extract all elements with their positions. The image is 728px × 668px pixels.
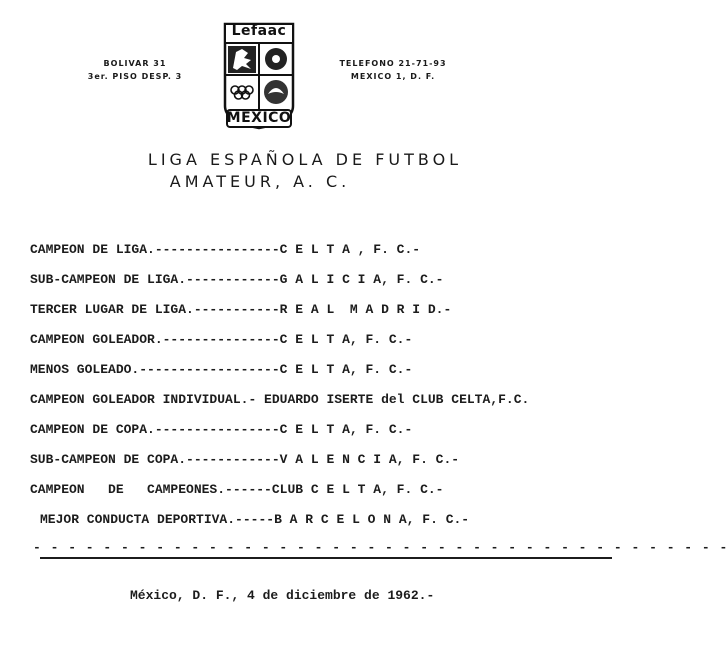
result-row bbox=[30, 300, 630, 330]
letterhead-phone bbox=[328, 57, 458, 83]
result-label: CAMPEON DE LIGA. bbox=[30, 242, 155, 257]
result-row bbox=[30, 450, 630, 480]
result-row bbox=[30, 270, 630, 300]
result-row bbox=[30, 510, 630, 540]
result-value: CLUB C E L T A, F. C.- bbox=[271, 482, 444, 497]
logo-bottom-text: MEXICO bbox=[226, 110, 292, 126]
lefaac-logo bbox=[222, 22, 296, 130]
result-dashes: ----- bbox=[235, 512, 275, 527]
result-label: CAMPEON DE CAMPEONES. bbox=[30, 482, 226, 497]
result-row bbox=[30, 330, 630, 360]
result-dashes: ----------- bbox=[193, 302, 280, 317]
result-dashes: - bbox=[248, 392, 265, 407]
separator-dashes: - - - - - - - - - - - - - - - - - - - - - - - - - - - - - - - - - - - - - - - - bbox=[33, 540, 728, 555]
result-label: MENOS GOLEADO. bbox=[30, 362, 140, 377]
date-line: México, D. F., 4 de diciembre de 1962.- bbox=[130, 588, 435, 603]
result-dashes: ---------------- bbox=[154, 422, 280, 437]
result-value: R E A L M A D R I D.- bbox=[279, 302, 452, 317]
result-dashes: ---------------- bbox=[154, 242, 280, 257]
result-label: TERCER LUGAR DE LIGA. bbox=[30, 302, 194, 317]
result-label: CAMPEON GOLEADOR INDIVIDUAL. bbox=[30, 392, 249, 407]
result-label: CAMPEON GOLEADOR. bbox=[30, 332, 163, 347]
result-value: B A R C E L O N A, F. C.- bbox=[274, 512, 470, 527]
result-value: C E L T A, F. C.- bbox=[279, 362, 413, 377]
result-row bbox=[30, 420, 630, 450]
address-line-1: BOLIVAR 31 bbox=[103, 59, 167, 68]
result-value: C E L T A, F. C.- bbox=[279, 332, 413, 347]
result-value: G A L I C I A, F. C.- bbox=[279, 272, 444, 287]
league-title-line-2: AMATEUR, A. C. bbox=[169, 172, 351, 191]
result-label: MEJOR CONDUCTA DEPORTIVA. bbox=[40, 512, 236, 527]
result-value: C E L T A, F. C.- bbox=[279, 422, 413, 437]
address-line-2: 3er. PISO DESP. 3 bbox=[87, 72, 183, 81]
result-value: EDUARDO ISERTE del CLUB CELTA,F.C. bbox=[264, 392, 530, 407]
result-value: C E L T A , F. C.- bbox=[279, 242, 421, 257]
result-value: V A L E N C I A, F. C.- bbox=[279, 452, 460, 467]
results-list bbox=[30, 240, 630, 540]
separator-line bbox=[40, 557, 612, 559]
result-label: CAMPEON DE COPA. bbox=[30, 422, 155, 437]
result-dashes: ------ bbox=[225, 482, 272, 497]
result-label: SUB-CAMPEON DE LIGA. bbox=[30, 272, 187, 287]
phone-line-2: MEXICO 1, D. F. bbox=[350, 72, 436, 81]
result-row bbox=[30, 240, 630, 270]
result-row bbox=[30, 390, 630, 420]
phone-line-1: TELEFONO 21-71-93 bbox=[339, 59, 447, 68]
result-dashes: ------------ bbox=[186, 272, 280, 287]
letterhead-address bbox=[60, 57, 210, 83]
result-dashes: ------------ bbox=[186, 452, 280, 467]
result-dashes: --------------- bbox=[162, 332, 280, 347]
result-label: SUB-CAMPEON DE COPA. bbox=[30, 452, 187, 467]
result-row bbox=[30, 480, 630, 510]
logo-top-text: Lefaac bbox=[231, 23, 287, 39]
result-dashes: ------------------ bbox=[139, 362, 280, 377]
result-row bbox=[30, 360, 630, 390]
league-title-line-1: LIGA ESPAÑOLA DE FUTBOL bbox=[147, 150, 463, 169]
